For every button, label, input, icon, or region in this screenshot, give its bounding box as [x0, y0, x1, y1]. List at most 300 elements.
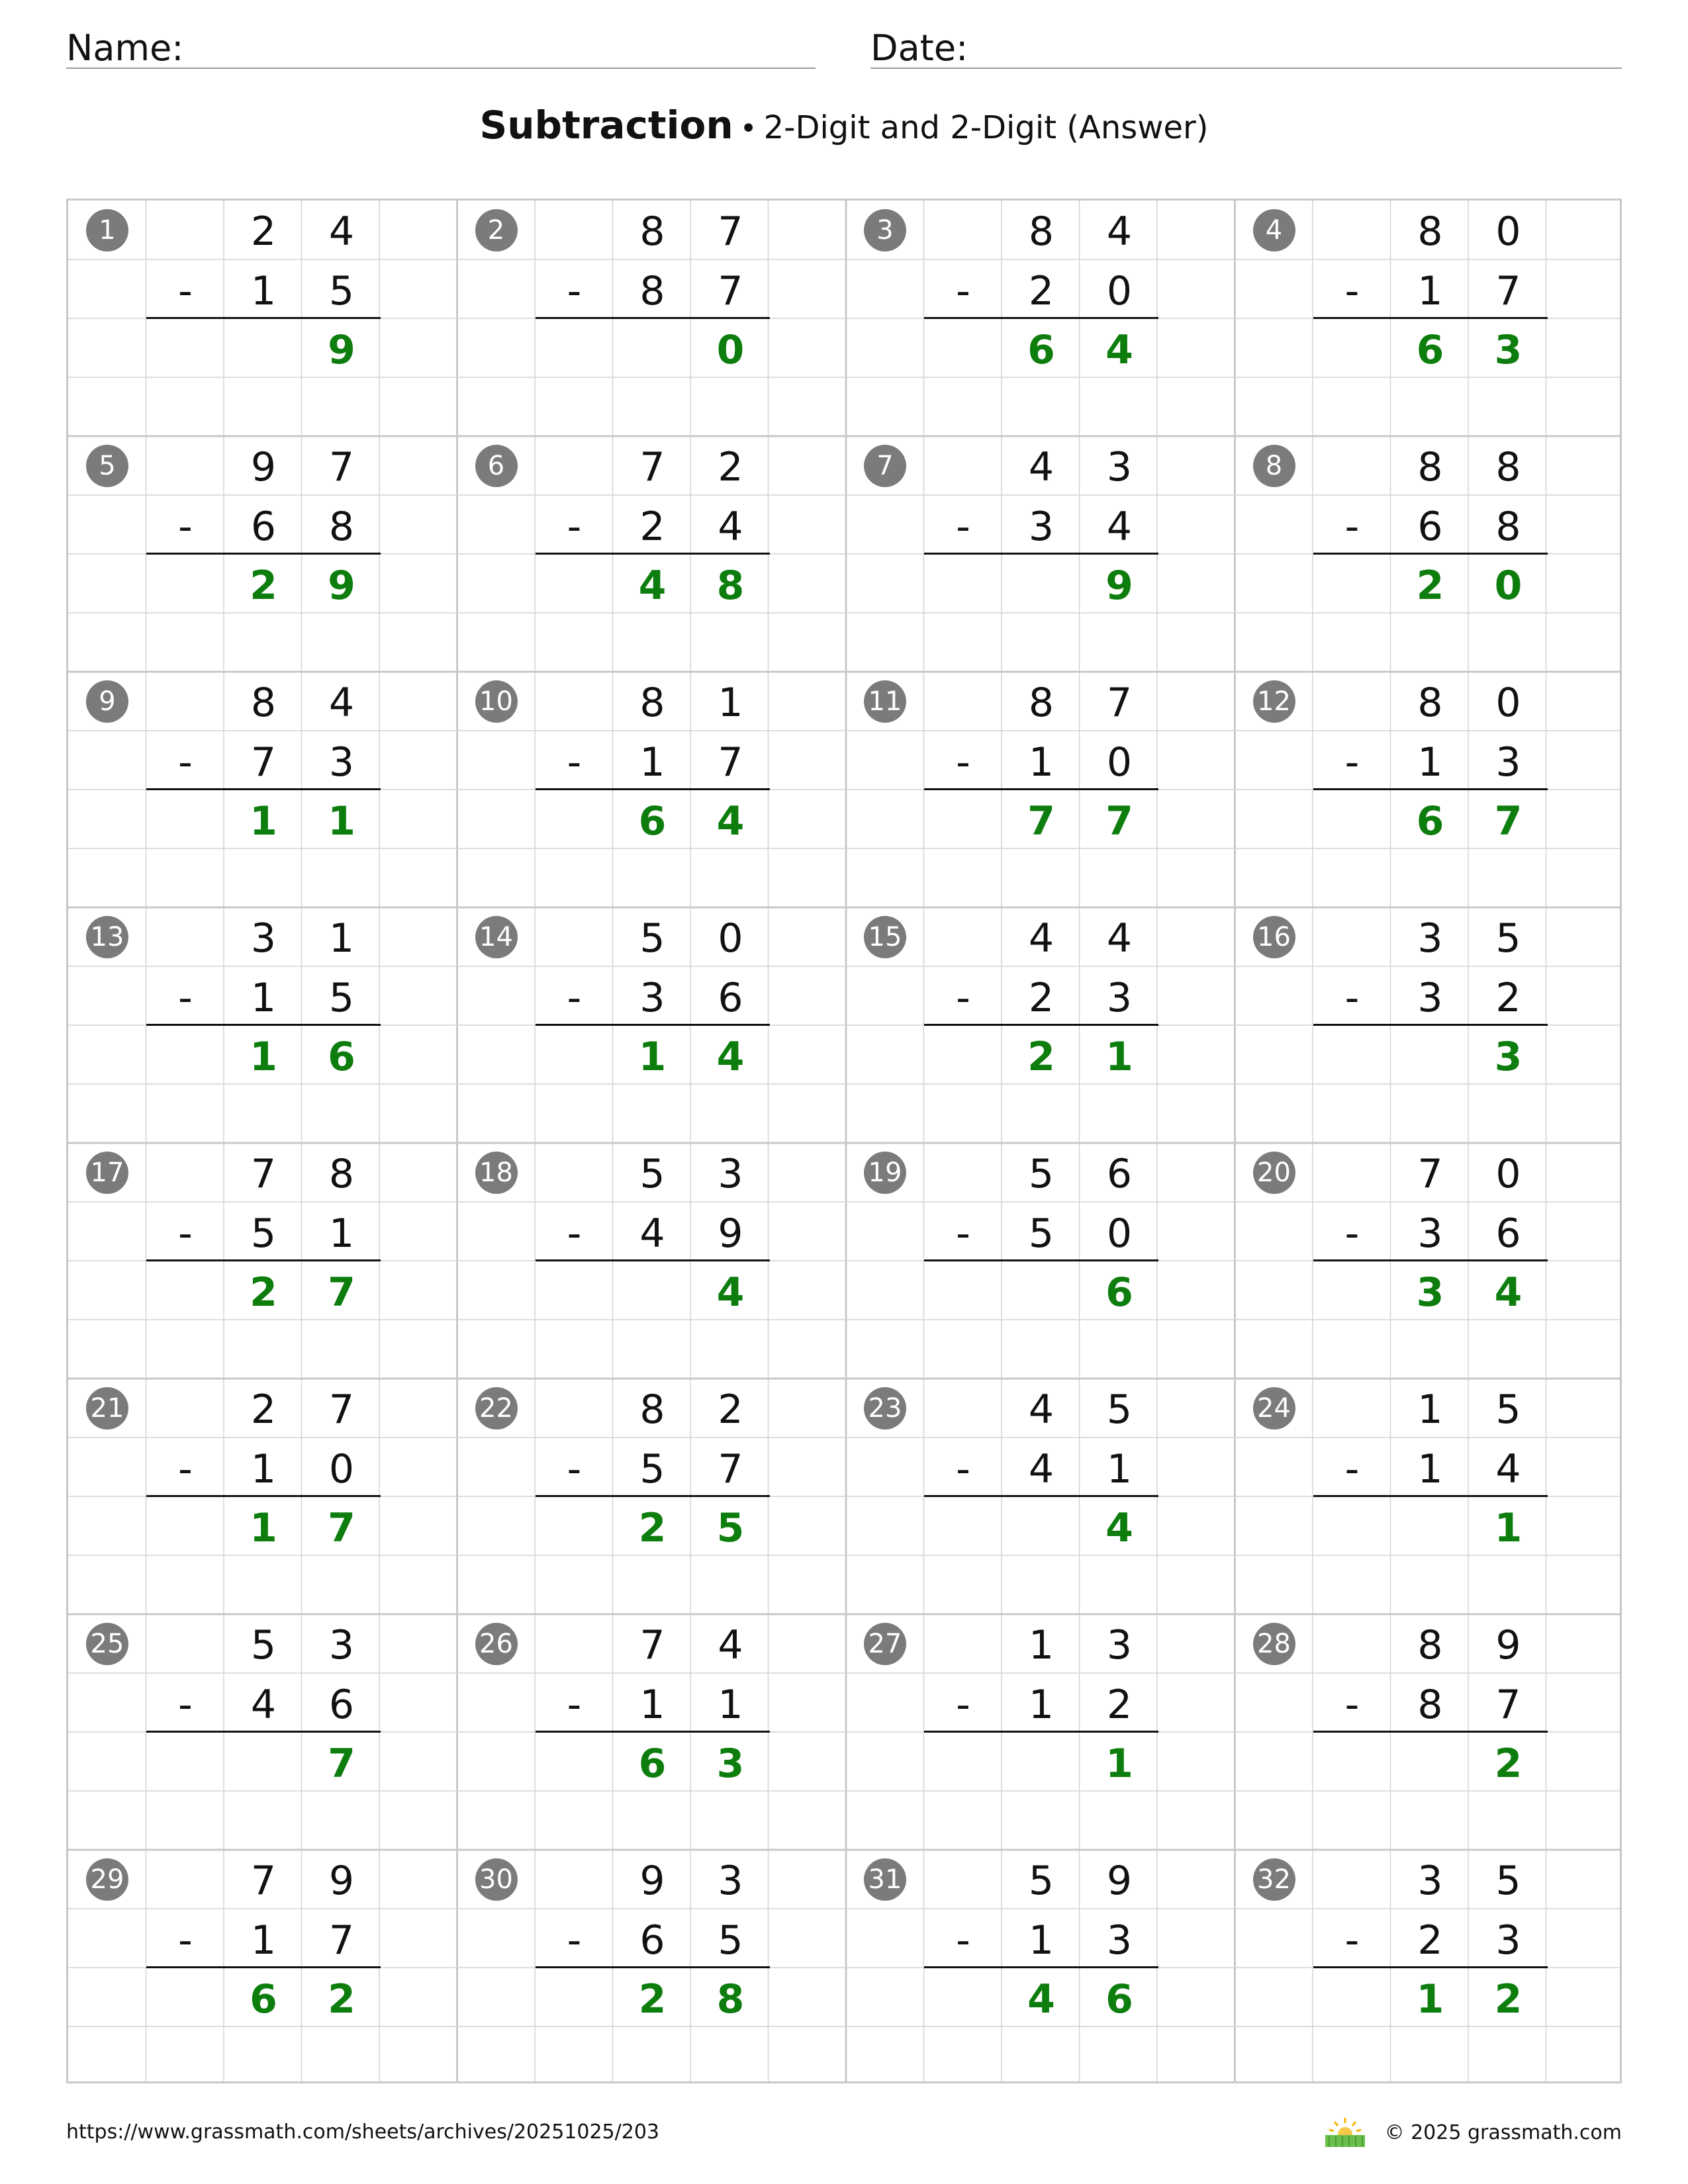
minuend-digit: 3 — [718, 1151, 743, 1197]
minus-sign: - — [567, 1446, 582, 1492]
minus-sign: - — [1344, 1210, 1360, 1257]
subtrahend-digit: 2 — [639, 504, 665, 550]
subtrahend-digit: 1 — [1028, 1682, 1055, 1728]
problem-30 — [457, 1850, 846, 2083]
problem-number-badge: 30 — [475, 1858, 518, 1901]
subtrahend-digit: 9 — [718, 1210, 743, 1257]
answer-line — [924, 1731, 1158, 1733]
subtrahend-digit: 2 — [1495, 975, 1521, 1021]
problem-16 — [1235, 907, 1622, 1143]
problem-number-badge: 13 — [86, 916, 128, 958]
minuend-digit: 8 — [1417, 680, 1443, 726]
answer-digit: 4 — [1105, 327, 1133, 373]
minuend-digit: 5 — [1106, 1387, 1133, 1433]
problem-number-badge: 21 — [86, 1387, 128, 1430]
problem-number-badge: 10 — [475, 680, 518, 723]
answer-line — [536, 1966, 770, 1968]
subtrahend-digit: 1 — [250, 1446, 277, 1492]
minus-sign: - — [567, 1917, 582, 1964]
minuend-digit: 5 — [1028, 1151, 1055, 1197]
minuend-digit: 4 — [328, 208, 355, 255]
answer-digit: 3 — [716, 1741, 745, 1787]
subtrahend-digit: 1 — [718, 1682, 743, 1728]
answer-line — [924, 553, 1158, 555]
minus-sign: - — [567, 1210, 582, 1257]
answer-digit: 1 — [250, 1505, 277, 1551]
answer-line — [1313, 1966, 1548, 1968]
subtrahend-digit: 6 — [718, 975, 743, 1021]
problem-15 — [846, 907, 1235, 1143]
date-label: Date: — [870, 27, 968, 69]
problem-21 — [68, 1379, 457, 1614]
answer-digit: 4 — [1027, 1976, 1055, 2023]
answer-line — [924, 1259, 1158, 1261]
problem-number-badge: 25 — [86, 1623, 128, 1665]
subtrahend-digit: 5 — [250, 1210, 277, 1257]
minuend-digit: 9 — [250, 444, 277, 490]
minuend-digit: 8 — [639, 208, 665, 255]
minuend-digit: 7 — [639, 444, 665, 490]
minus-sign: - — [1344, 1917, 1360, 1964]
subtrahend-digit: 3 — [1417, 975, 1443, 1021]
problem-number-badge: 8 — [1253, 445, 1295, 487]
minuend-digit: 1 — [328, 915, 355, 962]
minuend-digit: 3 — [1417, 1858, 1443, 1904]
minuend-digit: 1 — [1417, 1387, 1443, 1433]
problem-26 — [457, 1614, 846, 1850]
answer-digit: 0 — [716, 327, 745, 373]
minuend-digit: 9 — [1106, 1858, 1133, 1904]
problem-5 — [68, 436, 457, 672]
subtrahend-digit: 1 — [250, 975, 277, 1021]
minus-sign: - — [956, 739, 970, 786]
subtrahend-digit: 1 — [1417, 268, 1443, 314]
minuend-digit: 6 — [1106, 1151, 1133, 1197]
subtrahend-digit: 3 — [1106, 975, 1133, 1021]
minuend-digit: 0 — [1495, 680, 1521, 726]
answer-digit: 4 — [716, 798, 745, 844]
answer-digit: 1 — [638, 1034, 667, 1080]
minus-sign: - — [956, 268, 970, 314]
minuend-digit: 8 — [1417, 208, 1443, 255]
minuend-digit: 1 — [1028, 1622, 1055, 1668]
minuend-digit: 8 — [328, 1151, 355, 1197]
answer-digit: 7 — [328, 1741, 355, 1787]
date-field[interactable] — [870, 25, 1622, 69]
minus-sign: - — [567, 975, 582, 1021]
problem-number-badge: 1 — [86, 209, 128, 251]
minuend-digit: 8 — [1028, 680, 1055, 726]
subtrahend-digit: 6 — [328, 1682, 355, 1728]
minuend-digit: 5 — [1495, 1387, 1521, 1433]
subtrahend-digit: 8 — [639, 268, 665, 314]
problem-17 — [68, 1143, 457, 1379]
subtrahend-digit: 4 — [250, 1682, 277, 1728]
name-field[interactable] — [66, 25, 816, 69]
minus-sign: - — [178, 975, 193, 1021]
title-subtitle: 2-Digit and 2-Digit (Answer) — [763, 109, 1209, 146]
problem-9 — [68, 672, 457, 907]
problem-number-badge: 19 — [864, 1152, 906, 1194]
footer-brand — [1323, 2116, 1622, 2148]
answer-digit: 7 — [1027, 798, 1055, 844]
answer-digit: 1 — [1105, 1034, 1133, 1080]
subtrahend-digit: 6 — [1495, 1210, 1521, 1257]
minuend-digit: 8 — [1028, 208, 1055, 255]
minuend-digit: 7 — [1106, 680, 1133, 726]
problem-22 — [457, 1379, 846, 1614]
minuend-digit: 0 — [1495, 208, 1521, 255]
subtrahend-digit: 1 — [639, 739, 665, 786]
subtrahend-digit: 1 — [250, 1917, 277, 1964]
answer-line — [1313, 1495, 1548, 1497]
minuend-digit: 7 — [250, 1151, 277, 1197]
answer-digit: 9 — [1105, 563, 1133, 609]
answer-line — [924, 317, 1158, 319]
subtrahend-digit: 0 — [1106, 268, 1133, 314]
minus-sign: - — [567, 1682, 582, 1728]
answer-digit: 9 — [328, 327, 355, 373]
subtrahend-digit: 8 — [328, 504, 355, 550]
answer-line — [536, 1731, 770, 1733]
minuend-digit: 2 — [718, 444, 743, 490]
answer-digit: 6 — [638, 1741, 667, 1787]
minus-sign: - — [956, 975, 970, 1021]
minuend-digit: 1 — [718, 680, 743, 726]
problem-number-badge: 4 — [1253, 209, 1295, 251]
problem-number-badge: 11 — [864, 680, 906, 723]
answer-digit: 3 — [1416, 1269, 1444, 1316]
answer-digit: 6 — [1105, 1269, 1133, 1316]
title-main: Subtraction — [479, 103, 733, 148]
subtrahend-digit: 0 — [328, 1446, 355, 1492]
answer-line — [146, 1495, 381, 1497]
subtrahend-digit: 1 — [639, 1682, 665, 1728]
answer-line — [924, 788, 1158, 790]
answer-digit: 6 — [638, 798, 667, 844]
subtrahend-digit: 7 — [718, 268, 743, 314]
minus-sign: - — [956, 1446, 970, 1492]
minuend-digit: 5 — [1495, 915, 1521, 962]
subtrahend-digit: 2 — [1417, 1917, 1443, 1964]
minuend-digit: 3 — [250, 915, 277, 962]
subtrahend-digit: 5 — [639, 1446, 665, 1492]
problem-19 — [846, 1143, 1235, 1379]
answer-digit: 6 — [1416, 327, 1444, 373]
subtrahend-digit: 2 — [1106, 1682, 1133, 1728]
minuend-digit: 4 — [1028, 444, 1055, 490]
answer-digit: 3 — [1494, 1034, 1523, 1080]
answer-line — [536, 1495, 770, 1497]
subtrahend-digit: 3 — [1028, 504, 1055, 550]
subtrahend-digit: 3 — [1495, 1917, 1521, 1964]
minuend-digit: 2 — [250, 1387, 277, 1433]
answer-digit: 0 — [1494, 563, 1523, 609]
answer-line — [536, 788, 770, 790]
problem-number-badge: 9 — [86, 680, 128, 723]
subtrahend-digit: 7 — [328, 1917, 355, 1964]
problem-number-badge: 14 — [475, 916, 518, 958]
answer-line — [1313, 788, 1548, 790]
subtrahend-digit: 3 — [1417, 1210, 1443, 1257]
answer-line — [536, 317, 770, 319]
subtrahend-digit: 8 — [1417, 1682, 1443, 1728]
problem-number-badge: 24 — [1253, 1387, 1295, 1430]
subtrahend-digit: 7 — [718, 739, 743, 786]
subtrahend-digit: 0 — [1106, 1210, 1133, 1257]
answer-digit: 4 — [1105, 1505, 1133, 1551]
subtrahend-digit: 6 — [250, 504, 277, 550]
answer-line — [146, 1259, 381, 1261]
subtrahend-digit: 5 — [718, 1917, 743, 1964]
answer-line — [146, 317, 381, 319]
problem-29 — [68, 1850, 457, 2083]
answer-line — [924, 1024, 1158, 1026]
problem-6 — [457, 436, 846, 672]
minus-sign: - — [1344, 1446, 1360, 1492]
minuend-digit: 0 — [1495, 1151, 1521, 1197]
answer-digit: 1 — [1105, 1741, 1133, 1787]
minus-sign: - — [178, 1446, 193, 1492]
answer-digit: 8 — [716, 563, 745, 609]
answer-digit: 2 — [250, 1269, 277, 1316]
subtrahend-digit: 5 — [328, 268, 355, 314]
subtrahend-digit: 7 — [718, 1446, 743, 1492]
subtrahend-digit: 2 — [1028, 268, 1055, 314]
minuend-digit: 8 — [639, 680, 665, 726]
problem-18 — [457, 1143, 846, 1379]
answer-digit: 9 — [328, 563, 355, 609]
answer-digit: 6 — [1105, 1976, 1133, 2023]
minuend-digit: 3 — [1417, 915, 1443, 962]
subtrahend-digit: 1 — [1417, 739, 1443, 786]
subtrahend-digit: 4 — [1106, 504, 1133, 550]
minuend-digit: 7 — [328, 1387, 355, 1433]
problem-28 — [1235, 1614, 1622, 1850]
answer-line — [536, 1024, 770, 1026]
answer-digit: 1 — [1494, 1505, 1523, 1551]
answer-digit: 6 — [328, 1034, 355, 1080]
minus-sign: - — [1344, 504, 1360, 550]
name-label: Name: — [66, 27, 184, 69]
answer-digit: 1 — [1416, 1976, 1444, 2023]
minuend-digit: 4 — [1028, 1387, 1055, 1433]
problem-number-badge: 6 — [475, 445, 518, 487]
problem-32 — [1235, 1850, 1622, 2083]
subtrahend-digit: 2 — [1028, 975, 1055, 1021]
subtrahend-digit: 1 — [328, 1210, 355, 1257]
subtrahend-digit: 4 — [1495, 1446, 1521, 1492]
problem-27 — [846, 1614, 1235, 1850]
answer-line — [146, 1966, 381, 1968]
problem-number-badge: 22 — [475, 1387, 518, 1430]
minus-sign: - — [567, 504, 582, 550]
subtrahend-digit: 6 — [1417, 504, 1443, 550]
answer-line — [1313, 317, 1548, 319]
minus-sign: - — [567, 739, 582, 786]
answer-line — [924, 1495, 1158, 1497]
minuend-digit: 9 — [328, 1858, 355, 1904]
answer-line — [146, 1024, 381, 1026]
problem-4 — [1235, 201, 1622, 436]
subtrahend-digit: 8 — [1495, 504, 1521, 550]
minuend-digit: 9 — [639, 1858, 665, 1904]
subtrahend-digit: 5 — [328, 975, 355, 1021]
answer-digit: 7 — [328, 1505, 355, 1551]
subtrahend-digit: 6 — [639, 1917, 665, 1964]
problem-8 — [1235, 436, 1622, 672]
answer-line — [1313, 1731, 1548, 1733]
subtrahend-digit: 3 — [1106, 1917, 1133, 1964]
problem-1 — [68, 201, 457, 436]
problem-grid — [66, 199, 1622, 2083]
problem-number-badge: 2 — [475, 209, 518, 251]
subtrahend-digit: 1 — [1106, 1446, 1133, 1492]
minus-sign: - — [1344, 268, 1360, 314]
answer-digit: 2 — [1027, 1034, 1055, 1080]
worksheet-title — [0, 103, 1688, 148]
problem-number-badge: 20 — [1253, 1152, 1295, 1194]
minuend-digit: 7 — [250, 1858, 277, 1904]
subtrahend-digit: 7 — [1495, 1682, 1521, 1728]
answer-digit: 4 — [638, 563, 667, 609]
problem-11 — [846, 672, 1235, 907]
problem-number-badge: 5 — [86, 445, 128, 487]
problem-number-badge: 31 — [864, 1858, 906, 1901]
minus-sign: - — [1344, 739, 1360, 786]
minus-sign: - — [956, 1917, 970, 1964]
problem-number-badge: 26 — [475, 1623, 518, 1665]
minuend-digit: 3 — [328, 1622, 355, 1668]
minuend-digit: 5 — [250, 1622, 277, 1668]
minuend-digit: 5 — [639, 1151, 665, 1197]
subtrahend-digit: 1 — [1028, 739, 1055, 786]
answer-digit: 5 — [716, 1505, 745, 1551]
problem-number-badge: 23 — [864, 1387, 906, 1430]
problem-13 — [68, 907, 457, 1143]
answer-digit: 2 — [1416, 563, 1444, 609]
minuend-digit: 8 — [250, 680, 277, 726]
minuend-digit: 4 — [718, 1622, 743, 1668]
subtrahend-digit: 0 — [1106, 739, 1133, 786]
title-separator: • — [739, 112, 757, 146]
problem-3 — [846, 201, 1235, 436]
subtrahend-digit: 4 — [639, 1210, 665, 1257]
minuend-digit: 0 — [718, 915, 743, 962]
minuend-digit: 8 — [1417, 1622, 1443, 1668]
minus-sign: - — [1344, 1682, 1360, 1728]
problem-14 — [457, 907, 846, 1143]
problem-number-badge: 16 — [1253, 916, 1295, 958]
subtrahend-digit: 1 — [1028, 1917, 1055, 1964]
answer-line — [924, 1966, 1158, 1968]
minus-sign: - — [178, 739, 193, 786]
answer-digit: 6 — [250, 1976, 277, 2023]
minuend-digit: 7 — [1417, 1151, 1443, 1197]
problem-2 — [457, 201, 846, 436]
answer-digit: 1 — [250, 1034, 277, 1080]
minuend-digit: 7 — [718, 208, 743, 255]
answer-digit: 6 — [1416, 798, 1444, 844]
problem-number-badge: 3 — [864, 209, 906, 251]
subtrahend-digit: 7 — [1495, 268, 1521, 314]
minus-sign: - — [178, 1917, 193, 1964]
minuend-digit: 3 — [1106, 444, 1133, 490]
minus-sign: - — [178, 1682, 193, 1728]
minuend-digit: 8 — [1495, 444, 1521, 490]
minuend-digit: 9 — [1495, 1622, 1521, 1668]
minuend-digit: 4 — [1028, 915, 1055, 962]
subtrahend-digit: 3 — [1495, 739, 1521, 786]
minuend-digit: 4 — [1106, 915, 1133, 962]
problem-31 — [846, 1850, 1235, 2083]
problem-number-badge: 28 — [1253, 1623, 1295, 1665]
subtrahend-digit: 4 — [1028, 1446, 1055, 1492]
footer-url[interactable]: https://www.grassmath.com/sheets/archives/20251025/203 — [66, 2120, 660, 2144]
minus-sign: - — [956, 504, 970, 550]
answer-line — [146, 788, 381, 790]
answer-digit: 2 — [638, 1505, 667, 1551]
subtrahend-digit: 4 — [718, 504, 743, 550]
problem-20 — [1235, 1143, 1622, 1379]
answer-line — [1313, 1024, 1548, 1026]
minuend-digit: 3 — [1106, 1622, 1133, 1668]
minus-sign: - — [178, 268, 193, 314]
minuend-digit: 7 — [639, 1622, 665, 1668]
subtrahend-digit: 3 — [328, 739, 355, 786]
minuend-digit: 8 — [639, 1387, 665, 1433]
answer-digit: 3 — [1494, 327, 1523, 373]
problem-25 — [68, 1614, 457, 1850]
subtrahend-digit: 1 — [1417, 1446, 1443, 1492]
problem-10 — [457, 672, 846, 907]
subtrahend-digit: 5 — [1028, 1210, 1055, 1257]
answer-digit: 7 — [1494, 798, 1523, 844]
minuend-digit: 3 — [718, 1858, 743, 1904]
answer-digit: 4 — [716, 1034, 745, 1080]
minus-sign: - — [178, 504, 193, 550]
answer-digit: 2 — [250, 563, 277, 609]
problem-number-badge: 7 — [864, 445, 906, 487]
sun-over-grass-icon — [1323, 2116, 1368, 2148]
problem-number-badge: 17 — [86, 1152, 128, 1194]
answer-line — [536, 1259, 770, 1261]
answer-line — [536, 553, 770, 555]
subtrahend-digit: 3 — [639, 975, 665, 1021]
answer-line — [146, 1731, 381, 1733]
minuend-digit: 2 — [250, 208, 277, 255]
problem-number-badge: 27 — [864, 1623, 906, 1665]
minuend-digit: 5 — [1495, 1858, 1521, 1904]
problem-7 — [846, 436, 1235, 672]
answer-line — [1313, 553, 1548, 555]
problem-number-badge: 32 — [1253, 1858, 1295, 1901]
minuend-digit: 2 — [718, 1387, 743, 1433]
problem-number-badge: 15 — [864, 916, 906, 958]
answer-line — [1313, 1259, 1548, 1261]
problem-number-badge: 12 — [1253, 680, 1295, 723]
minuend-digit: 5 — [1028, 1858, 1055, 1904]
answer-line — [146, 553, 381, 555]
minus-sign: - — [1344, 975, 1360, 1021]
answer-digit: 2 — [328, 1976, 355, 2023]
minus-sign: - — [956, 1210, 970, 1257]
minus-sign: - — [956, 1682, 970, 1728]
answer-digit: 4 — [1494, 1269, 1523, 1316]
problem-number-badge: 29 — [86, 1858, 128, 1901]
minuend-digit: 5 — [639, 915, 665, 962]
answer-digit: 1 — [328, 798, 355, 844]
